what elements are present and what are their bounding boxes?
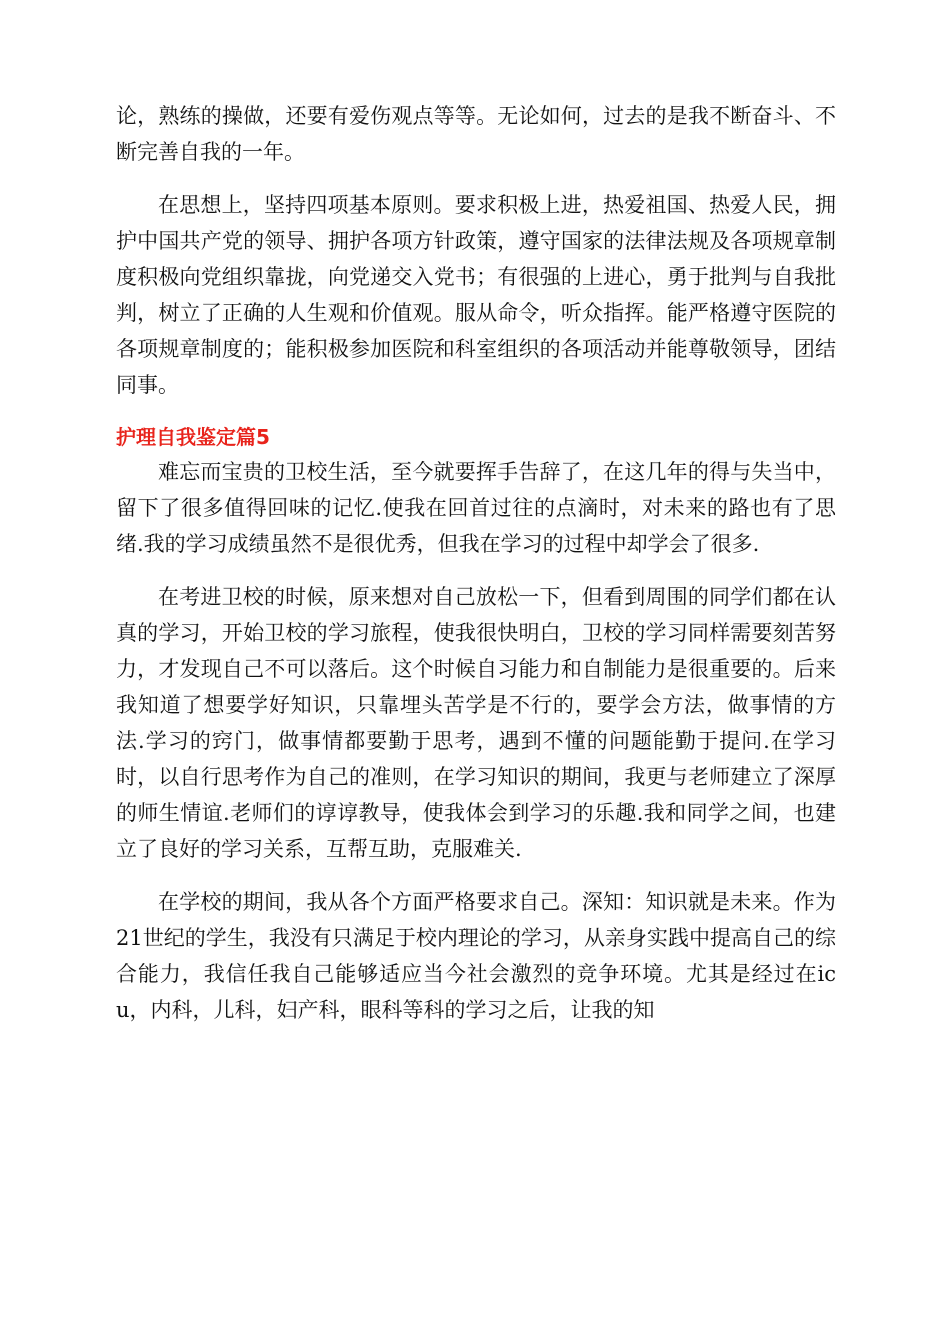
document-page [116, 98, 836, 1045]
paragraph-continuation: 论，熟练的操做，还要有爱伤观点等等。无论如何，过去的是我不断奋斗、不断完善自我的一年。 [116, 104, 836, 164]
section-heading: 护理自我鉴定篇5 [116, 425, 270, 449]
paragraph-ideology: 在思想上，坚持四项基本原则。要求积极上进，热爱祖国、热爱人民，拥护中国共产党的领导、拥护各项方针政策，遵守国家的法律法规及各项规章制度积极向党组织靠拢，向党递交入党书；有很强的上进心，勇于批判与自我批判，树立了正确的人生观和价值观。服从命令，听众指挥。能严格遵守医院的各项规章制度的；能积极参加医院和科室组织的各项活动并能尊敬领导，团结同事。 [116, 193, 836, 397]
paragraph-intro: 难忘而宝贵的卫校生活，至今就要挥手告辞了，在这几年的得与失当中，留下了很多值得回味的记忆.使我在回首过往的点滴时，对未来的路也有了思绪.我的学习成绩虽然不是很优秀，但我在学习的过程中却学会了很多. [116, 460, 836, 556]
paragraph-school-period: 在学校的期间，我从各个方面严格要求自己。深知：知识就是未来。作为21世纪的学生，我没有只满足于校内理论的学习，从亲身实践中提高自己的综合能力，我信任我自己能够适应当今社会激烈的竞争环境。尤其是经过在icu，内科，儿科，妇产科，眼科等科的学习之后，让我的知 [116, 890, 836, 1022]
paragraph-study: 在考进卫校的时候，原来想对自己放松一下，但看到周围的同学们都在认真的学习，开始卫校的学习旅程，使我很快明白，卫校的学习同样需要刻苦努力，才发现自己不可以落后。这个时候自习能力和自制能力是很重要的。后来我知道了想要学好知识，只靠埋头苦学是不行的，要学会方法，做事情的方法.学习的窍门，做事情都要勤于思考，遇到不懂的问题能勤于提问.在学习时，以自行思考作为自己的准则，在学习知识的期间，我更与老师建立了深厚的师生情谊.老师们的谆谆教导，使我体会到学习的乐趣.我和同学之间，也建立了良好的学习关系，互帮互助，克服难关. [116, 585, 836, 861]
